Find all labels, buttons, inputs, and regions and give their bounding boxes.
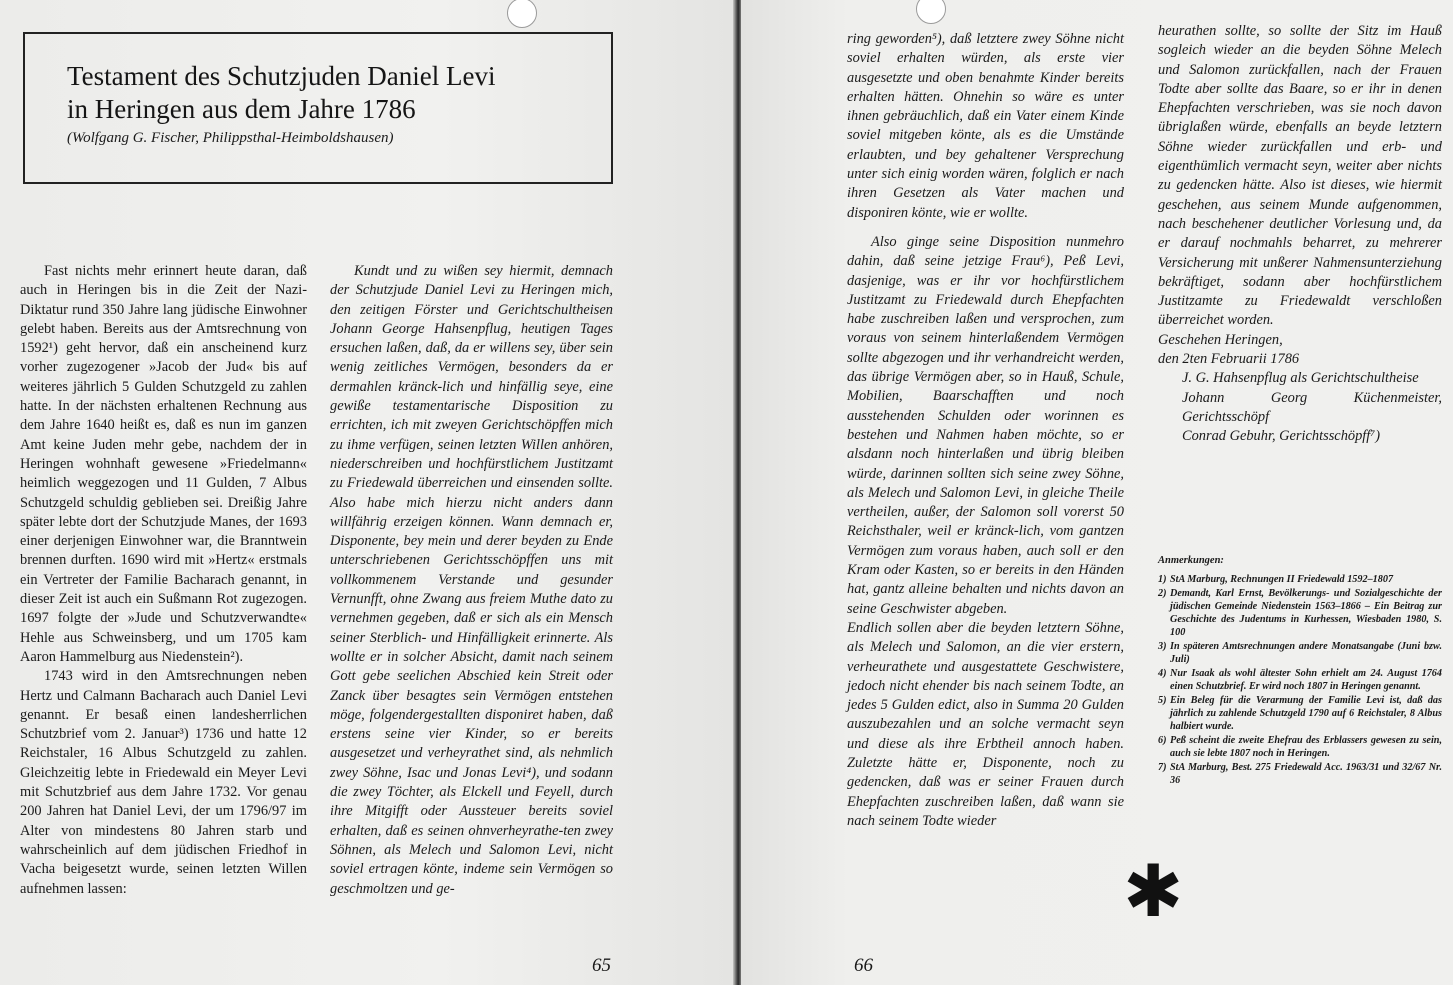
footnote — [1158, 640, 1442, 666]
testament-paragraph-3: Also ginge seine Disposition nunmehro dahin, daß seine jetzige Frau⁶), Peß Levi, dasjenige, was er ihr vor hochfürstlichem Justitzamt zu Friedewald durch Ehepfachten habe zuschreiben laßen und versprochen, zum voraus von seinem hinterlaßendem Vermögen sollte abgezogen und ihr verhandreicht werden, das übrige Vermögen aber, so in Hauß, Schule, Mobilien, Baarschafften und noch ausstehenden Schulden oder worinnen es bestehen und Nahmen haben möchte, so er alsdann noch hinterlaßen und übrig bleiben würde, darinnen sollten sich seine zwey Söhne, als Melech und Salomon Levi, in gleiche Theile vertheilen, außer, der Salomon soll vorerst 50 Reichsthaler, weil er kränck-lich, vom gantzen Vermögen zum voraus haben, auch soll er den Kram oder Kasten, so er bereits in den Händen hat, gantz alleine behalten und nichts davon an seine Geschwister abgeben. — [847, 233, 1124, 617]
footnote-text: StA Marburg, Rechnungen II Friedewald 1592–1807 — [1170, 574, 1394, 585]
footnotes — [1158, 554, 1442, 788]
footnote-number: 4) — [1158, 668, 1167, 679]
closing-place: Geschehen Heringen, — [1158, 331, 1283, 348]
footnote — [1158, 667, 1442, 693]
testament-paragraph-1: Kundt und zu wißen sey hiermit, demnach der Schutzjude Daniel Levi zu Heringen mich, den zeitigen Förster und Gerichtschultheisen Johann George Hahsenpflug, heutigen Tages ersuchen laßen, daß, da er willens sey, über sein wenig zeitliches Vermögen, besonders da er dermahlen kränck-lich und hinfällig seye, eine gewiße testamentarische Disposition zu errichten, ich mit zweyen Gerichtschöpffen mich zu ihme verfügen, seinen letzten Willen anhören, niederschreiben und hochfürstlichem Justitzamt zu Friedewald überreichen und einsenden sollte. Also habe mich hierzu nicht anders dann willfährig erzeigen können. Wann demnach er, Disponente, bey mein und derer beyden zu Ende unterschriebenen Gerichtsschöpffen uns mit vollkommenem Verstande und gesunder Vernunfft, ohne Zwang aus freiem Muthe dato zu vernehmen gegeben, daß er sich als ein Mensch seiner Sterblich- und Hinfälligkeit erinnerte. Als wollte er in solcher Absicht, damit nach seinem Gott gebe seelichen Abschied kein Streit oder Zanck über besagtes sein Vermögen entstehen möge, folgendergestallten disponiret haben, daß erstens seine vier Kinder, so er bereits ausgesetzet und verheyrathet sind, als nehmlich zwey Söhne, Isac und Jonas Levi⁴), und sodann die zwey Töchter, als Elckell und Feyell, durch ihre Mitgifft oder Aussteuer bereits soviel erhalten, daß es seinen ohnverheyrathe-ten zwey Söhnen, als Melech und Salomon Levi, nicht soviel ertragen könte, indeme sein Vermögen so geschmoltzen und ge- — [330, 263, 613, 897]
footnote — [1158, 734, 1442, 760]
closing-block — [1158, 331, 1442, 447]
column-testament-1 — [330, 262, 613, 899]
footnote-text: Ein Beleg für die Verarmung der Familie Levi ist, daß das jährlich zu zahlende Schutzgeld 1790 auf 6 Reichstaler, 8 Albus halbiert wurde. — [1170, 695, 1442, 732]
footnote-number: 6) — [1158, 735, 1167, 746]
footnote-text: Peß scheint die zweite Ehefrau des Erblassers gewesen zu sein, auch sie lebte 1807 noch in Heringen. — [1170, 735, 1442, 759]
closing-date: den 2ten Februarii 1786 — [1158, 351, 1300, 368]
column-testament-2 — [847, 30, 1124, 831]
testament-paragraph-5: heurathen sollte, so sollte der Sitz im Hauß sogleich wieder an die beyden Söhne Melech und Salomon zurückfallen, nach der Frauen Todte aber sollte das Baare, so er ihr in denen Ehepfachten verschrieben, was sie noch davon übriglaßen würde, ebenfalls an beyde letztern Söhne wieder zurückfallen und erb- und eigenthümlich vermacht seyn, weiter aber nichts zu gedencken hätte. Also ist dieses, wie hiermit geschehen, aus seinem Munde aufgenommen, nach beschehener deutlicher Vorlesung und, da er darauf nochmahls beharret, zu mehrerer Versicherung mit unßerer Nahmensunterziehung bekräftiget, sodann aber hochfürstlichem Justitzamte zu Friedewaldt verschloßen überreichet worden. — [1158, 23, 1442, 329]
footnote-text: Nur Isaak als wohl ältester Sohn erhielt am 24. August 1764 einen Schutzbrief. Er wird noch 1807 in Heringen genannt. — [1170, 668, 1442, 692]
intro-paragraph-2: 1743 wird in den Amtsrechnungen neben Hertz und Calmann Bacharach auch Daniel Levi genannt. Er besaß einen landesherrlichen Schutzbrief vom 2. Januar³) 1736 und hatte 12 Reichstaler, 16 Albus Schutzgeld zu zahlen. Gleichzeitig lebte in Friedewald ein Meyer Levi mit Schutzbrief aus dem Jahre 1732. Vor genau 200 Jahren hat Daniel Levi, der um 1796/97 im Alter von mindestens 80 Jahren starb und wahrscheinlich auf dem jüdischen Friedhof in Vacha beigesetzt wurde, seinen letzten Willen aufnehmen lassen: — [20, 668, 307, 897]
testament-paragraph-2: ring geworden⁵), daß letztere zwey Söhne nicht soviel erhalten würden, als erste vier ausgesetzte und oben benahmte Kinder bereits erhalten hätten. Ohnehin so wäre es unter ihnen gebräuchlich, daß ein Vater einem Kinde soviel mitgeben könte, als es die Umstände erlaubten, und bey gehaltener Versprechung unter sich einig worden wären, folglich er nach ihren Gesetzen als Vater machen und disponiren könte, wie er wollte. — [847, 31, 1124, 221]
punch-hole — [507, 0, 537, 28]
footnote-number: 3) — [1158, 641, 1167, 652]
intro-paragraph-1: Fast nichts mehr erinnert heute daran, daß auch in Heringen bis in die Zeit der Nazi-Diktatur rund 350 Jahre lang jüdische Einwohner gelebt haben. Bereits aus der Amtsrechnung von 1592¹) geht hervor, daß ein anscheinend kurz vorher zugezogener »Jacob der Jud« bis auf weiteres jährlich 5 Gulden Schutzgeld zu zahlen hatte. In der nächsten erhaltenen Rechnung aus dem Jahre 1640 heißt es, daß es nun im ganzen Amt keine Juden mehr gebe, nachdem der in Heringen wohnhaft gewesene »Friedelmann« heimlich weggezogen und 11 Gulden, 7 Albus Schutzgeld schuldig geblieben sei. Dreißig Jahre später lebte dort der Schutzjude Manes, der 1693 einer derjenigen Einwohner war, die Branntwein brennen durften. 1690 wird mit »Hertz« erstmals ein Vertreter der Familie Bacharach genannt, in dieser Zeit ist auch ein Sußmann Rot zugezogen. 1697 folgte der »Jude und Schutzverwandte« Hehle aus Schweinsberg, und um 1705 kam Aaron Hammelburg aus Niedenstein²). — [20, 263, 307, 665]
column-testament-3 — [1158, 22, 1442, 447]
footnote-text: Demandt, Karl Ernst, Bevölkerungs- und Sozialgeschichte der jüdischen Gemeinde Niedenstein 1563–1866 – Ein Beitrag zur Geschichte des Judentums in Kurhessen, Wiesbaden 1980, S. 100 — [1170, 588, 1442, 638]
footnote — [1158, 761, 1442, 787]
signature-3: Conrad Gebuhr, Gerichtsschöpff⁷) — [1182, 428, 1381, 445]
column-intro — [20, 262, 307, 899]
title-line-1: Testament des Schutzjuden Daniel Levi — [67, 61, 496, 91]
footnote-text: In späteren Amtsrechnungen andere Monatsangabe (Juni bzw. Juli) — [1170, 641, 1442, 665]
signature-1: J. G. Hahsenpflug als Gerichtschultheise — [1182, 370, 1419, 387]
footnote-number: 7) — [1158, 762, 1167, 773]
signature-2: Johann Georg Küchenmeister, Gerichtsschöpf — [1182, 389, 1442, 425]
title-line-2: in Heringen aus dem Jahre 1786 — [67, 94, 416, 124]
footnote — [1158, 573, 1442, 586]
page-number-right: 66 — [854, 955, 873, 976]
page-right — [741, 0, 1453, 985]
article-title — [67, 60, 611, 126]
footnote-text: StA Marburg, Best. 275 Friedewald Acc. 1963/31 und 32/67 Nr. 36 — [1170, 762, 1442, 786]
testament-paragraph-4: Endlich sollen aber die beyden letztern Söhne, als Melech und Salomon, an die vier erstern, verheurathete und ausgestattete Geschwistere, jedoch nicht ehender bis nach seinem Todte, an jedes 5 Gulden edict, also in Summa 20 Gulden auszubezahlen und an solche vermacht seyn und diese als ihre Erbtheil annoch haben. Zuletzte hätte er, Disponente, noch zu gedencken, daß was er seiner Frauen durch Ehepfachten zuschreiben laßen, daß wann sie nach seinem Todte wieder — [847, 619, 1124, 829]
footnote-number: 2) — [1158, 588, 1167, 599]
title-box — [23, 32, 613, 184]
asterisk-ornament-icon: ✱ — [1123, 849, 1184, 933]
article-author: (Wolfgang G. Fischer, Philippsthal-Heimboldshausen) — [67, 130, 394, 146]
footnotes-heading: Anmerkungen: — [1158, 555, 1224, 566]
footnote — [1158, 694, 1442, 733]
page-number-left: 65 — [592, 955, 611, 976]
footnote — [1158, 587, 1442, 639]
punch-hole — [916, 0, 946, 24]
footnote-number: 5) — [1158, 695, 1167, 706]
footnote-number: 1) — [1158, 574, 1167, 585]
